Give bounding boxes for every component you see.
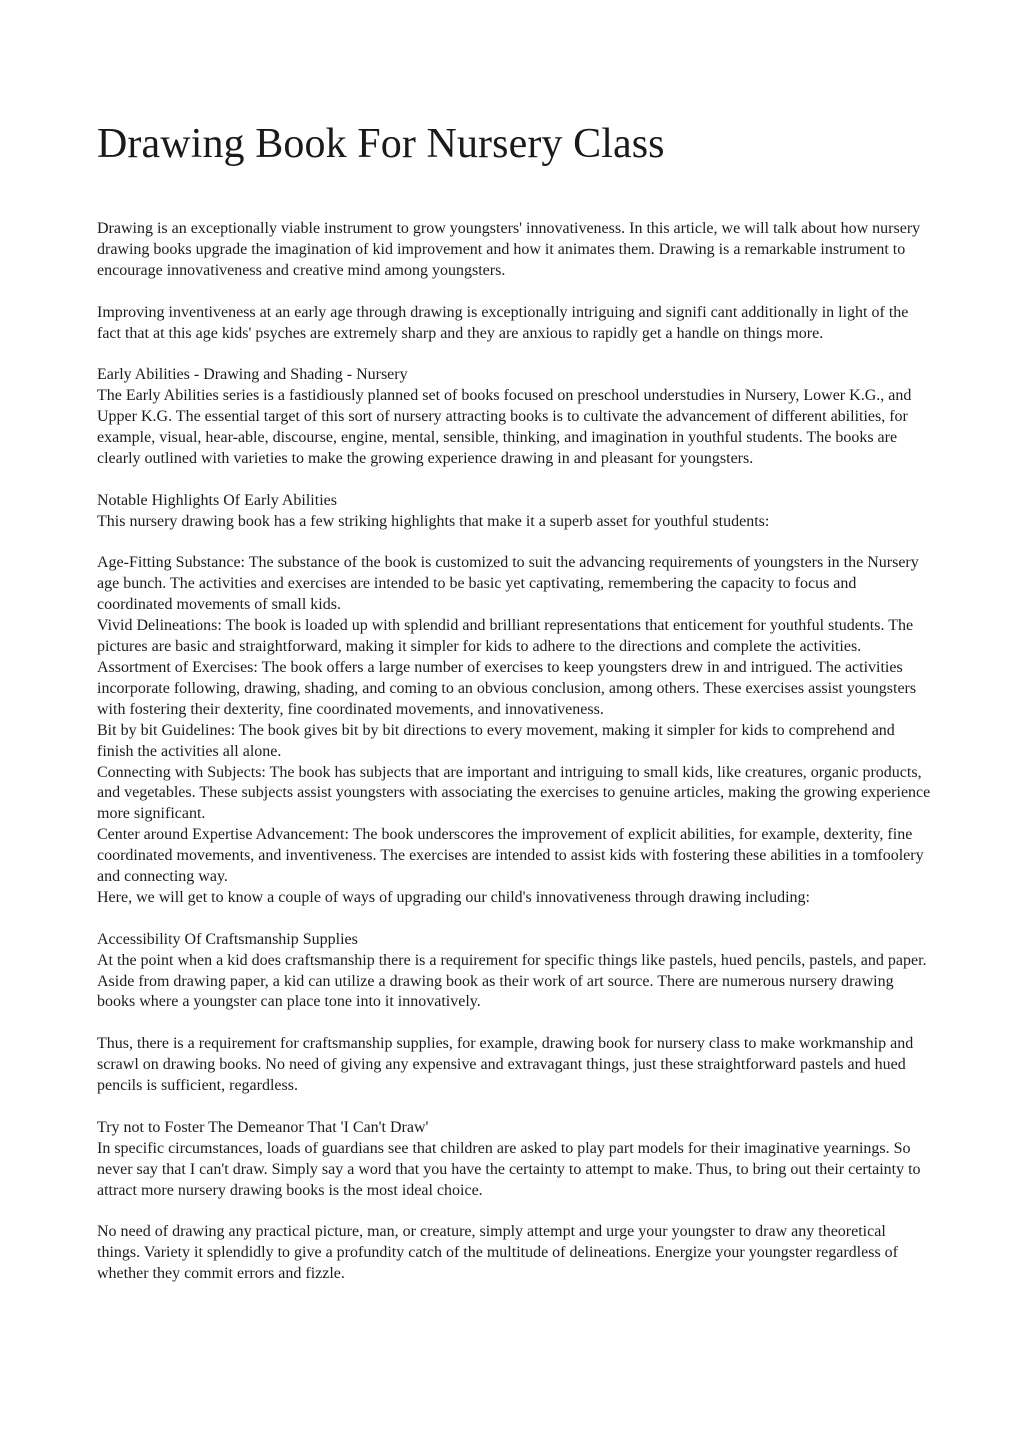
text-line: Connecting with Subjects: The book has subjects that are important and intriguing to small kids, like creatures, organic products, and vegetables. These subjects assist youngsters with associating the exercises to genuine articles, making the growing experience more significant. (97, 763, 931, 823)
paragraph (97, 365, 932, 470)
paragraph (97, 1118, 932, 1202)
text-line: Bit by bit Guidelines: The book gives bit by bit directions to every movement, making it simpler for kids to comprehend and finish the activities all alone. (97, 721, 895, 760)
document-page (97, 118, 932, 1306)
text-line: Center around Expertise Advancement: The book underscores the improvement of explicit abilities, for example, dexterity, fine coordinated movements, and inventiveness. The exercises are intended to assist kids with fostering these abilities in a tomfoolery and connecting way. (97, 826, 924, 886)
paragraph (97, 219, 932, 282)
text-line: Notable Highlights Of Early Abilities (97, 491, 337, 509)
text-line: Here, we will get to know a couple of ways of upgrading our child's innovativeness through drawing including: (97, 888, 810, 906)
text-line: Assortment of Exercises: The book offers a large number of exercises to keep youngsters drew in and intrigued. The activities incorporate following, drawing, shading, and coming to an obvious conclusion, among others. These exercises assist youngsters with fostering their dexterity, fine coordinated movements, and innovativeness. (97, 658, 917, 718)
text-line: No need of drawing any practical picture, man, or creature, simply attempt and urge your youngster to draw any theoretical things. Variety it splendidly to give a profundity catch of the multitude of delineations. Energize your youngster regardless of whether they commit errors and fizzle. (97, 1223, 898, 1283)
text-line: The Early Abilities series is a fastidiously planned set of books focused on preschool understudies in Nursery, Lower K.G., and Upper K.G. The essential target of this sort of nursery attracting books is to cultivate the advancement of different abilities, for example, visual, hear-able, discourse, engine, mental, sensible, thinking, and imagination in youthful students. The books are clearly outlined with varieties to make the growing experience drawing in and pleasant for youngsters. (97, 387, 912, 467)
paragraph (97, 1222, 932, 1285)
text-line: Thus, there is a requirement for craftsmanship supplies, for example, drawing book for nursery class to make workmanship and scrawl on drawing books. No need of giving any expensive and extravagant things, just these straightforward pastels and hued pencils is sufficient, regardless. (97, 1035, 914, 1095)
text-line: In specific circumstances, loads of guardians see that children are asked to play part models for their imaginative yearnings. So never say that I can't draw. Simply say a word that you have the certainty to attempt to make. Thus, to bring out their certainty to attract more nursery drawing books is the most ideal choice. (97, 1139, 921, 1199)
document-body (97, 219, 932, 1285)
page-title: Drawing Book For Nursery Class (97, 121, 665, 167)
paragraph (97, 491, 932, 533)
text-line: Early Abilities - Drawing and Shading - Nursery (97, 366, 408, 384)
text-line: Age-Fitting Substance: The substance of the book is customized to suit the advancing requirements of youngsters in the Nursery age bunch. The activities and exercises are intended to be basic yet captivating, remembering the capacity to focus and coordinated movements of small kids. (97, 554, 919, 614)
paragraph (97, 303, 932, 345)
paragraph (97, 930, 932, 1014)
text-line: Accessibility Of Craftsmanship Supplies (97, 930, 358, 948)
text-line: This nursery drawing book has a few striking highlights that make it a superb asset for youthful students: (97, 512, 770, 530)
text-line: Vivid Delineations: The book is loaded up with splendid and brilliant representations that enticement for youthful students. The pictures are basic and straightforward, making it simpler for kids to adhere to the directions and complete the activities. (97, 617, 914, 656)
paragraph (97, 1034, 932, 1097)
text-line: Try not to Foster The Demeanor That 'I Can't Draw' (97, 1118, 429, 1136)
text-line: Improving inventiveness at an early age through drawing is exceptionally intriguing and signifi cant additionally in light of the fact that at this age kids' psyches are extremely sharp and they are anxious to rapidly get a handle on things more. (97, 303, 909, 342)
text-line: Drawing is an exceptionally viable instrument to grow youngsters' innovativeness. In this article, we will talk about how nursery drawing books upgrade the imagination of kid improvement and how it animates them. Drawing is a remarkable instrument to encourage innovativeness and creative mind among youngsters. (97, 220, 921, 279)
text-line: At the point when a kid does craftsmanship there is a requirement for specific things like pastels, hued pencils, pastels, and paper. Aside from drawing paper, a kid can utilize a drawing book as their work of art source. There are numerous nursery drawing books where a youngster can place tone into it innovatively. (97, 951, 927, 1011)
paragraph (97, 553, 932, 908)
